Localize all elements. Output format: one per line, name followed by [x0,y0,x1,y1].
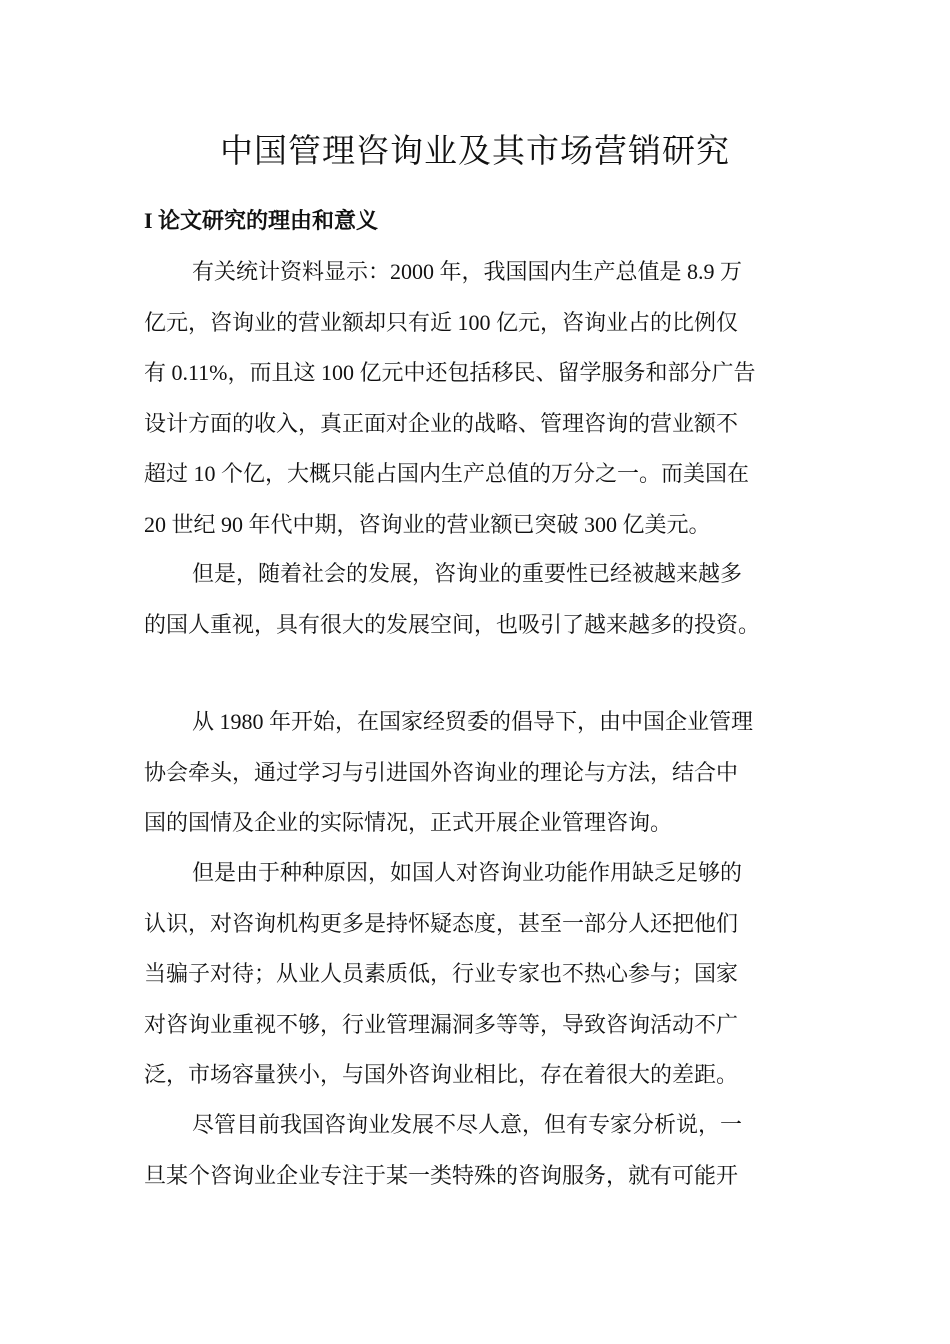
paragraph-problems [144,848,814,1101]
paragraph-line: 国的国情及企业的实际情况，正式开展企业管理咨询。 [144,810,673,835]
paragraph-history [144,697,814,849]
document-title: 中国管理咨询业及其市场营销研究 [220,134,730,170]
paragraph-line: 的国人重视，具有很大的发展空间，也吸引了越来越多的投资。 [144,611,761,637]
paragraph-development [144,549,814,650]
paragraph-line: 泛，市场容量狭小，与国外咨询业相比，存在着很大的差距。 [144,1062,739,1087]
paragraph-outlook [144,1100,814,1201]
paragraph-line: 有关统计资料显示：2000 年，我国国内生产总值是 8.9 万 [192,259,743,284]
paragraph-statistics [144,247,814,550]
paragraph-line: 认识，对咨询机构更多是持怀疑态度，甚至一部分人还把他们 [144,910,739,936]
paragraph-line: 有 0.11%，而且这 100 亿元中还包括移民、留学服务和部分广告 [144,360,756,385]
paragraph-line: 亿元，咨询业的营业额却只有近 100 亿元，咨询业占的比例仅 [144,309,739,335]
paragraph-line: 20 世纪 90 年代中期，咨询业的营业额已突破 300 亿美元。 [144,511,711,537]
paragraph-line: 从 1980 年开始，在国家经贸委的倡导下，由中国企业管理 [192,709,754,734]
section-heading: I 论文研究的理由和意义 [144,208,379,233]
paragraph-line: 但是，随着社会的发展，咨询业的重要性已经被越来越多 [192,561,743,586]
paragraph-line: 当骗子对待；从业人员素质低，行业专家也不热心参与；国家 [144,961,739,986]
paragraph-line: 超过 10 个亿，大概只能占国内生产总值的万分之一。而美国在 [144,461,750,486]
paragraph-line: 但是由于种种原因，如国人对咨询业功能作用缺乏足够的 [192,860,743,885]
paragraph-line: 协会牵头，通过学习与引进国外咨询业的理论与方法，结合中 [144,759,739,785]
paragraph-line: 设计方面的收入，真正面对企业的战略、管理咨询的营业额不 [144,410,739,436]
paragraph-line: 对咨询业重视不够，行业管理漏洞多等等，导致咨询活动不广 [144,1011,739,1037]
paragraph-line: 旦某个咨询业企业专注于某一类特殊的咨询服务，就有可能开 [144,1162,739,1188]
paragraph-line: 尽管目前我国咨询业发展不尽人意，但有专家分析说，一 [192,1112,743,1137]
